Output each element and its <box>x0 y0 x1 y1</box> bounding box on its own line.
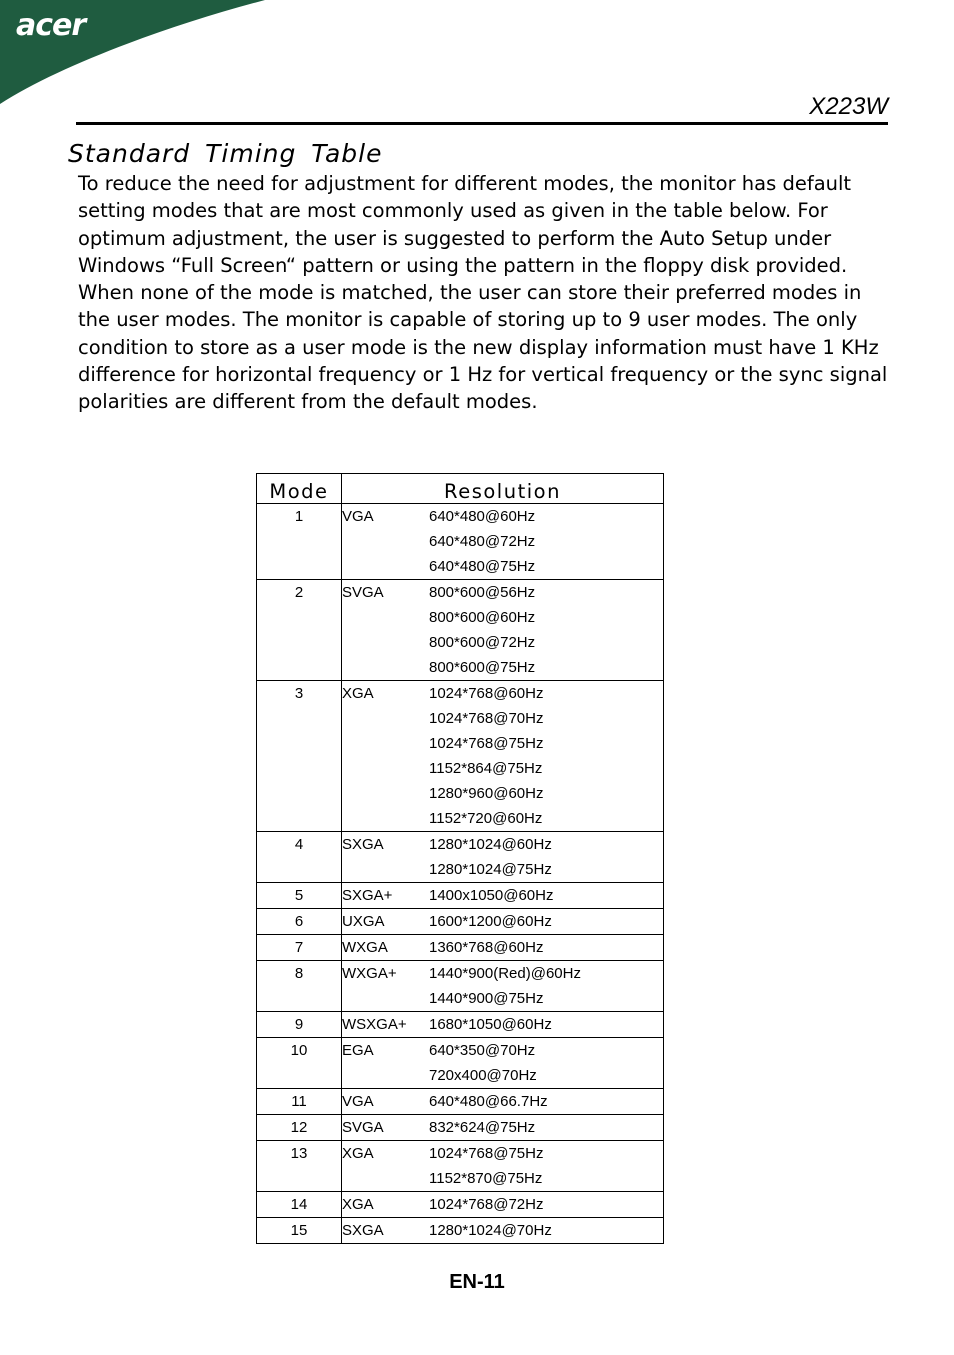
resolution-value: 640*480@66.7Hz <box>429 1093 548 1110</box>
resolution-value: 800*600@75Hz <box>429 659 536 676</box>
table-row <box>257 1218 664 1244</box>
mode-name: WSXGA+ <box>342 1012 430 1038</box>
resolution-value: 1024*768@75Hz <box>429 1145 544 1162</box>
resolution-value: 1600*1200@60Hz <box>429 913 552 930</box>
resolution-list <box>429 1089 664 1115</box>
resolution-value: 1680*1050@60Hz <box>429 1016 552 1033</box>
resolution-value: 1152*720@60Hz <box>429 810 543 827</box>
table-row <box>257 681 664 832</box>
mode-number: 12 <box>257 1115 342 1141</box>
resolution-list <box>429 909 664 935</box>
mode-name: SXGA+ <box>342 883 430 909</box>
table-row <box>257 935 664 961</box>
resolution-value: 1152*870@75Hz <box>429 1170 543 1187</box>
resolution-value: 1440*900(Red)@60Hz <box>429 965 581 982</box>
table-row <box>257 1141 664 1192</box>
table-row <box>257 1038 664 1089</box>
mode-name: VGA <box>342 504 430 580</box>
mode-number: 7 <box>257 935 342 961</box>
resolution-value: 1440*900@75Hz <box>429 990 544 1007</box>
mode-column-header: Mode <box>257 474 342 504</box>
resolution-list <box>429 1038 664 1089</box>
resolution-list <box>429 504 664 580</box>
mode-number: 11 <box>257 1089 342 1115</box>
table-row <box>257 961 664 1012</box>
mode-number: 2 <box>257 580 342 681</box>
header-rule <box>76 122 888 125</box>
resolution-list <box>429 883 664 909</box>
table-body <box>257 504 664 1244</box>
mode-name: SVGA <box>342 1115 430 1141</box>
table-row <box>257 1192 664 1218</box>
resolution-value: 1360*768@60Hz <box>429 939 544 956</box>
resolution-value: 1400x1050@60Hz <box>429 887 554 904</box>
resolution-value: 1024*768@72Hz <box>429 1196 544 1213</box>
intro-paragraph: To reduce the need for adjustment for different modes, the monitor has default setting modes that are most commonly used as given in the table below. For optimum adjustment, the user is suggested to perform the Auto Setup under Windows “Full Screen“ pattern or using the pattern in the floppy disk provided. When none of the mode is matched, the user can store their preferred modes in the user modes. The monitor is capable of storing up to 9 user modes. The only condition to store as a user mode is the new display information must have 1 KHz difference for horizontal frequency or 1 Hz for vertical frequency or the sync signal polarities are different from the default modes. <box>78 172 888 414</box>
resolution-value: 1280*1024@70Hz <box>429 1222 552 1239</box>
mode-number: 14 <box>257 1192 342 1218</box>
table-row <box>257 504 664 580</box>
section-title: Standard Timing Table <box>68 139 383 168</box>
mode-name: XGA <box>342 1192 430 1218</box>
resolution-list <box>429 681 664 832</box>
mode-name: WXGA+ <box>342 961 430 1012</box>
mode-number: 1 <box>257 504 342 580</box>
mode-number: 8 <box>257 961 342 1012</box>
resolution-value: 640*480@60Hz <box>429 508 536 525</box>
resolution-value: 800*600@60Hz <box>429 609 536 626</box>
resolution-list <box>429 1115 664 1141</box>
table-row <box>257 909 664 935</box>
resolution-list <box>429 935 664 961</box>
resolution-list <box>429 1218 664 1244</box>
mode-name: UXGA <box>342 909 430 935</box>
resolution-value: 1024*768@60Hz <box>429 685 544 702</box>
resolution-value: 1024*768@70Hz <box>429 710 544 727</box>
mode-number: 3 <box>257 681 342 832</box>
table-row <box>257 580 664 681</box>
acer-logo: acer <box>16 8 86 43</box>
resolution-value: 800*600@56Hz <box>429 584 536 601</box>
resolution-list <box>429 832 664 883</box>
resolution-value: 832*624@75Hz <box>429 1119 536 1136</box>
resolution-value: 1024*768@75Hz <box>429 735 544 752</box>
mode-number: 13 <box>257 1141 342 1192</box>
mode-name: EGA <box>342 1038 430 1089</box>
table-row <box>257 883 664 909</box>
resolution-value: 800*600@72Hz <box>429 634 536 651</box>
mode-name: XGA <box>342 1141 430 1192</box>
resolution-value: 1280*960@60Hz <box>429 785 544 802</box>
resolution-column-header: Resolution <box>342 474 664 504</box>
table-row <box>257 832 664 883</box>
table-header-row <box>257 474 664 504</box>
standard-timing-table <box>256 473 664 1244</box>
table-row <box>257 1089 664 1115</box>
resolution-value: 720x400@70Hz <box>429 1067 537 1084</box>
page-number: EN-11 <box>449 1271 505 1293</box>
mode-number: 4 <box>257 832 342 883</box>
model-name: X223W <box>809 93 888 120</box>
resolution-list <box>429 1192 664 1218</box>
mode-name: VGA <box>342 1089 430 1115</box>
resolution-list <box>429 1141 664 1192</box>
mode-number: 6 <box>257 909 342 935</box>
mode-name: SVGA <box>342 580 430 681</box>
resolution-list <box>429 961 664 1012</box>
mode-name: WXGA <box>342 935 430 961</box>
resolution-value: 1280*1024@60Hz <box>429 836 552 853</box>
resolution-value: 640*480@72Hz <box>429 533 536 550</box>
mode-name: SXGA <box>342 832 430 883</box>
resolution-value: 1152*864@75Hz <box>429 760 543 777</box>
resolution-list <box>429 580 664 681</box>
mode-name: SXGA <box>342 1218 430 1244</box>
table-row <box>257 1012 664 1038</box>
resolution-value: 640*480@75Hz <box>429 558 536 575</box>
table-row <box>257 1115 664 1141</box>
mode-name: XGA <box>342 681 430 832</box>
mode-number: 5 <box>257 883 342 909</box>
mode-number: 9 <box>257 1012 342 1038</box>
mode-number: 10 <box>257 1038 342 1089</box>
resolution-list <box>429 1012 664 1038</box>
resolution-value: 640*350@70Hz <box>429 1042 536 1059</box>
mode-number: 15 <box>257 1218 342 1244</box>
resolution-value: 1280*1024@75Hz <box>429 861 552 878</box>
